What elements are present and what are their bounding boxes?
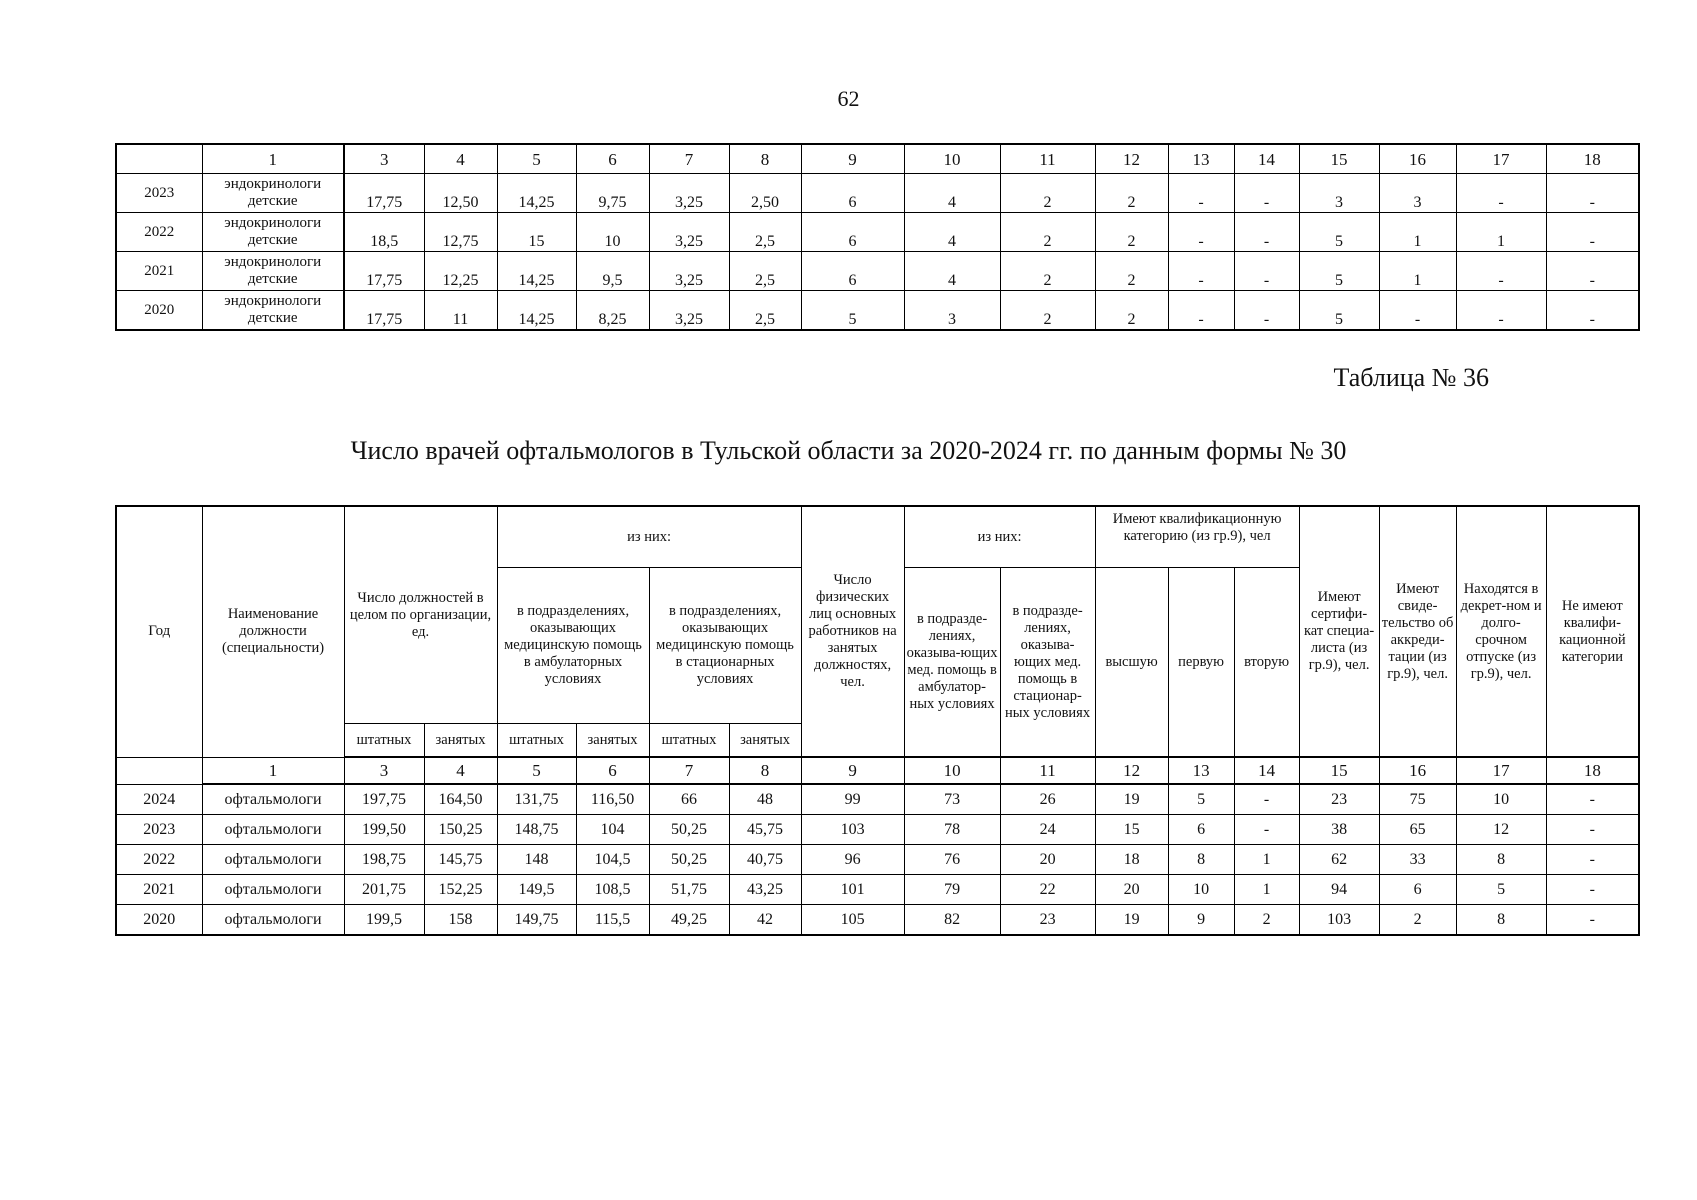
column-number-row xyxy=(116,757,1639,784)
column-number-cell: 3 xyxy=(344,144,424,174)
column-number-cell: 18 xyxy=(1546,144,1639,174)
column-number-cell: 17 xyxy=(1456,144,1546,174)
value-cell: 50,25 xyxy=(649,815,729,845)
value-cell: - xyxy=(1546,213,1639,252)
value-cell: 12,75 xyxy=(424,213,497,252)
table-row xyxy=(116,252,1639,291)
value-cell: 26 xyxy=(1000,784,1095,815)
value-cell: 14,25 xyxy=(497,252,576,291)
value-cell: 8 xyxy=(1456,845,1546,875)
value-cell: 38 xyxy=(1299,815,1379,845)
table-row xyxy=(116,291,1639,331)
value-cell: 2 xyxy=(1234,905,1299,936)
value-cell: 4 xyxy=(904,252,1000,291)
column-number-row xyxy=(116,144,1639,174)
position-name-line: детские xyxy=(247,310,298,326)
value-cell: 8,25 xyxy=(576,291,649,331)
value-cell: 2,5 xyxy=(729,252,801,291)
position-name-cell: офтальмологи xyxy=(202,784,344,815)
column-number-cell: 6 xyxy=(576,144,649,174)
value-cell: 76 xyxy=(904,845,1000,875)
table-number: Таблица № 36 xyxy=(1333,363,1489,392)
header-occupied: занятых xyxy=(576,724,649,758)
header-no-category: Не имеют квалифи-кационной категории xyxy=(1546,506,1639,757)
value-cell: 6 xyxy=(801,174,904,213)
column-number-cell: 1 xyxy=(202,757,344,784)
table-row xyxy=(116,213,1639,252)
value-cell: 18 xyxy=(1095,845,1168,875)
value-cell: 149,5 xyxy=(497,875,576,905)
value-cell: 3,25 xyxy=(649,174,729,213)
column-number-cell: 18 xyxy=(1546,757,1639,784)
value-cell: 33 xyxy=(1379,845,1456,875)
table-row xyxy=(116,875,1639,905)
header-highest: высшую xyxy=(1095,568,1168,758)
position-name-cell xyxy=(202,291,344,331)
page-number: 62 xyxy=(837,86,860,111)
column-number-cell: 16 xyxy=(1379,757,1456,784)
value-cell: 96 xyxy=(801,845,904,875)
header-phys-inpatient: в подразде-лениях, оказыва-ющих мед. помощь в стационар-ных условиях xyxy=(1000,568,1095,758)
value-cell: 104,5 xyxy=(576,845,649,875)
value-cell: 145,75 xyxy=(424,845,497,875)
value-cell: 197,75 xyxy=(344,784,424,815)
value-cell: 2 xyxy=(1379,905,1456,936)
year-cell: 2021 xyxy=(116,875,202,905)
value-cell: 201,75 xyxy=(344,875,424,905)
value-cell: 6 xyxy=(1379,875,1456,905)
value-cell: 199,5 xyxy=(344,905,424,936)
value-cell: - xyxy=(1546,784,1639,815)
value-cell: 4 xyxy=(904,213,1000,252)
column-number-cell: 1 xyxy=(202,144,344,174)
value-cell: 3 xyxy=(1379,174,1456,213)
header-staff: штатных xyxy=(497,724,576,758)
position-name-cell: офтальмологи xyxy=(202,845,344,875)
value-cell: 6 xyxy=(801,213,904,252)
column-number-cell: 11 xyxy=(1000,144,1095,174)
year-cell: 2023 xyxy=(116,174,202,213)
value-cell: - xyxy=(1546,815,1639,845)
value-cell: 73 xyxy=(904,784,1000,815)
value-cell: 12 xyxy=(1456,815,1546,845)
position-name-cell xyxy=(202,174,344,213)
value-cell: - xyxy=(1456,252,1546,291)
position-name-cell xyxy=(202,213,344,252)
value-cell: 5 xyxy=(1299,291,1379,331)
table-row xyxy=(116,815,1639,845)
value-cell: 115,5 xyxy=(576,905,649,936)
position-name-line: детские xyxy=(247,232,298,248)
position-name-cell: офтальмологи xyxy=(202,875,344,905)
value-cell: - xyxy=(1546,174,1639,213)
value-cell: 65 xyxy=(1379,815,1456,845)
position-name-cell xyxy=(202,252,344,291)
value-cell: 8 xyxy=(1168,845,1234,875)
value-cell: 6 xyxy=(801,252,904,291)
table-row xyxy=(116,905,1639,936)
value-cell: 40,75 xyxy=(729,845,801,875)
value-cell: 158 xyxy=(424,905,497,936)
column-number-cell: 10 xyxy=(904,144,1000,174)
year-cell: 2023 xyxy=(116,815,202,845)
value-cell: 23 xyxy=(1000,905,1095,936)
value-cell: - xyxy=(1168,291,1234,331)
value-cell: 78 xyxy=(904,815,1000,845)
value-cell: 6 xyxy=(1168,815,1234,845)
column-number-cell: 13 xyxy=(1168,757,1234,784)
value-cell: 5 xyxy=(1299,252,1379,291)
value-cell: 20 xyxy=(1095,875,1168,905)
value-cell: 150,25 xyxy=(424,815,497,845)
value-cell: - xyxy=(1234,213,1299,252)
value-cell: 2 xyxy=(1095,252,1168,291)
position-name-cell: офтальмологи xyxy=(202,815,344,845)
value-cell: - xyxy=(1546,845,1639,875)
ophthalmologists-table xyxy=(115,505,1640,936)
column-number-cell: 14 xyxy=(1234,757,1299,784)
value-cell: 9,75 xyxy=(576,174,649,213)
value-cell: 2 xyxy=(1000,213,1095,252)
header-occupied: занятых xyxy=(424,724,497,758)
value-cell: 42 xyxy=(729,905,801,936)
value-cell: 2,50 xyxy=(729,174,801,213)
column-number-cell: 12 xyxy=(1095,757,1168,784)
value-cell: - xyxy=(1168,174,1234,213)
value-cell: 17,75 xyxy=(344,291,424,331)
value-cell: - xyxy=(1456,174,1546,213)
header-name: Наименование должности (специальности) xyxy=(202,506,344,757)
value-cell: 103 xyxy=(1299,905,1379,936)
value-cell: 148 xyxy=(497,845,576,875)
column-number-cell: 9 xyxy=(801,144,904,174)
value-cell: 12,25 xyxy=(424,252,497,291)
value-cell: 49,25 xyxy=(649,905,729,936)
value-cell: 1 xyxy=(1379,213,1456,252)
value-cell: 51,75 xyxy=(649,875,729,905)
value-cell: - xyxy=(1546,875,1639,905)
value-cell: 164,50 xyxy=(424,784,497,815)
value-cell: 1 xyxy=(1234,845,1299,875)
table-row xyxy=(116,784,1639,815)
value-cell: 2,5 xyxy=(729,291,801,331)
value-cell: 45,75 xyxy=(729,815,801,845)
value-cell: 1 xyxy=(1456,213,1546,252)
value-cell: 105 xyxy=(801,905,904,936)
value-cell: 8 xyxy=(1456,905,1546,936)
value-cell: 3 xyxy=(904,291,1000,331)
value-cell: 1 xyxy=(1379,252,1456,291)
value-cell: - xyxy=(1546,291,1639,331)
value-cell: 5 xyxy=(1168,784,1234,815)
table-row xyxy=(116,845,1639,875)
column-number-cell: 4 xyxy=(424,757,497,784)
value-cell: 3 xyxy=(1299,174,1379,213)
column-number-cell: 9 xyxy=(801,757,904,784)
value-cell: 19 xyxy=(1095,784,1168,815)
position-name-line: детские xyxy=(247,271,298,287)
header-accreditation: Имеют свиде-тельство об аккреди-тации (из гр.9), чел. xyxy=(1379,506,1456,757)
value-cell: 10 xyxy=(1456,784,1546,815)
value-cell: 2 xyxy=(1095,291,1168,331)
value-cell: 24 xyxy=(1000,815,1095,845)
value-cell: 10 xyxy=(1168,875,1234,905)
value-cell: 15 xyxy=(1095,815,1168,845)
header-outpatient: в подразделениях, оказывающих медицинскую помощь в амбулаторных условиях xyxy=(497,568,649,724)
value-cell: 5 xyxy=(1299,213,1379,252)
value-cell: 2,5 xyxy=(729,213,801,252)
table-row xyxy=(116,174,1639,213)
value-cell: 20 xyxy=(1000,845,1095,875)
column-number-cell: 16 xyxy=(1379,144,1456,174)
value-cell: 12,50 xyxy=(424,174,497,213)
value-cell: 62 xyxy=(1299,845,1379,875)
value-cell: 148,75 xyxy=(497,815,576,845)
value-cell: 43,25 xyxy=(729,875,801,905)
value-cell: - xyxy=(1234,174,1299,213)
position-name-line: эндокринологи xyxy=(224,176,322,192)
column-number-cell: 7 xyxy=(649,144,729,174)
header-leave: Находятся в декрет-ном и долго-срочном отпуске (из гр.9), чел. xyxy=(1456,506,1546,757)
value-cell: 17,75 xyxy=(344,252,424,291)
value-cell: 2 xyxy=(1095,213,1168,252)
column-number-cell: 3 xyxy=(344,757,424,784)
value-cell: 152,25 xyxy=(424,875,497,905)
header-second: вторую xyxy=(1234,568,1299,758)
column-number-cell: 6 xyxy=(576,757,649,784)
column-number-cell: 4 xyxy=(424,144,497,174)
column-number-cell: 5 xyxy=(497,144,576,174)
column-number-cell: 12 xyxy=(1095,144,1168,174)
continuation-table xyxy=(115,143,1640,331)
value-cell: - xyxy=(1234,291,1299,331)
column-number-cell: 7 xyxy=(649,757,729,784)
value-cell: 14,25 xyxy=(497,174,576,213)
column-number-cell: 14 xyxy=(1234,144,1299,174)
column-number-cell: 17 xyxy=(1456,757,1546,784)
year-cell: 2020 xyxy=(116,291,202,331)
value-cell: 3,25 xyxy=(649,213,729,252)
value-cell: 48 xyxy=(729,784,801,815)
column-number-cell: 5 xyxy=(497,757,576,784)
value-cell: 79 xyxy=(904,875,1000,905)
value-cell: 15 xyxy=(497,213,576,252)
value-cell: 9 xyxy=(1168,905,1234,936)
value-cell: 17,75 xyxy=(344,174,424,213)
header-total-positions: Число должностей в целом по организации, ед. xyxy=(344,506,497,724)
value-cell: 116,50 xyxy=(576,784,649,815)
value-cell: 3,25 xyxy=(649,291,729,331)
value-cell: - xyxy=(1456,291,1546,331)
value-cell: 99 xyxy=(801,784,904,815)
year-cell: 2024 xyxy=(116,784,202,815)
value-cell: 149,75 xyxy=(497,905,576,936)
value-cell: - xyxy=(1234,252,1299,291)
value-cell: 101 xyxy=(801,875,904,905)
value-cell: 104 xyxy=(576,815,649,845)
value-cell: 19 xyxy=(1095,905,1168,936)
column-number-cell: 10 xyxy=(904,757,1000,784)
header-staff: штатных xyxy=(344,724,424,758)
header-first: первую xyxy=(1168,568,1234,758)
table-title: Число врачей офтальмологов в Тульской области за 2020-2024 гг. по данным формы № 30 xyxy=(350,436,1347,465)
value-cell: 198,75 xyxy=(344,845,424,875)
value-cell: 94 xyxy=(1299,875,1379,905)
header-phys-outpatient: в подразде-лениях, оказыва-ющих мед. помощь в амбулатор-ных условиях xyxy=(904,568,1000,758)
year-cell: 2020 xyxy=(116,905,202,936)
value-cell: 66 xyxy=(649,784,729,815)
header-staff: штатных xyxy=(649,724,729,758)
value-cell: 2 xyxy=(1000,252,1095,291)
header-of-them-positions: из них: xyxy=(497,506,801,568)
position-name-line: эндокринологи xyxy=(224,215,322,231)
value-cell: - xyxy=(1168,213,1234,252)
column-number-cell: 8 xyxy=(729,757,801,784)
position-name-cell: офтальмологи xyxy=(202,905,344,936)
year-cell: 2022 xyxy=(116,845,202,875)
value-cell: 131,75 xyxy=(497,784,576,815)
value-cell: 82 xyxy=(904,905,1000,936)
value-cell: 18,5 xyxy=(344,213,424,252)
value-cell: - xyxy=(1546,252,1639,291)
year-cell: 2022 xyxy=(116,213,202,252)
column-number-cell: 11 xyxy=(1000,757,1095,784)
value-cell: 5 xyxy=(801,291,904,331)
value-cell: 10 xyxy=(576,213,649,252)
value-cell: 11 xyxy=(424,291,497,331)
value-cell: 75 xyxy=(1379,784,1456,815)
value-cell: - xyxy=(1234,784,1299,815)
column-number-cell: 8 xyxy=(729,144,801,174)
value-cell: 108,5 xyxy=(576,875,649,905)
header-of-them-persons: из них: xyxy=(904,506,1095,568)
value-cell: - xyxy=(1168,252,1234,291)
header-qualification: Имеют квалификационную категорию (из гр.9), чел xyxy=(1095,506,1299,568)
value-cell: 2 xyxy=(1095,174,1168,213)
value-cell: 22 xyxy=(1000,875,1095,905)
header-year: Год xyxy=(116,506,202,757)
value-cell: 23 xyxy=(1299,784,1379,815)
position-name-line: эндокринологи xyxy=(224,254,322,270)
value-cell: 14,25 xyxy=(497,291,576,331)
value-cell: 2 xyxy=(1000,291,1095,331)
position-name-line: эндокринологи xyxy=(224,293,322,309)
column-number-cell: 13 xyxy=(1168,144,1234,174)
header-physical-persons: Число физических лиц основных работников на занятых должностях, чел. xyxy=(801,506,904,757)
column-number-cell: 15 xyxy=(1299,757,1379,784)
column-number-cell xyxy=(116,757,202,784)
value-cell: 199,50 xyxy=(344,815,424,845)
value-cell: - xyxy=(1234,815,1299,845)
header-inpatient: в подразделениях, оказывающих медицинскую помощь в стационарных условиях xyxy=(649,568,801,724)
value-cell: 103 xyxy=(801,815,904,845)
column-number-cell: 15 xyxy=(1299,144,1379,174)
value-cell: 9,5 xyxy=(576,252,649,291)
year-cell: 2021 xyxy=(116,252,202,291)
value-cell: - xyxy=(1546,905,1639,936)
header-occupied: занятых xyxy=(729,724,801,758)
value-cell: 1 xyxy=(1234,875,1299,905)
value-cell: 50,25 xyxy=(649,845,729,875)
value-cell: 3,25 xyxy=(649,252,729,291)
header-certificate: Имеют сертифи-кат специа-листа (из гр.9), чел. xyxy=(1299,506,1379,757)
value-cell: 2 xyxy=(1000,174,1095,213)
column-number-cell xyxy=(116,144,202,174)
value-cell: 5 xyxy=(1456,875,1546,905)
value-cell: 4 xyxy=(904,174,1000,213)
position-name-line: детские xyxy=(247,193,298,209)
value-cell: - xyxy=(1379,291,1456,331)
